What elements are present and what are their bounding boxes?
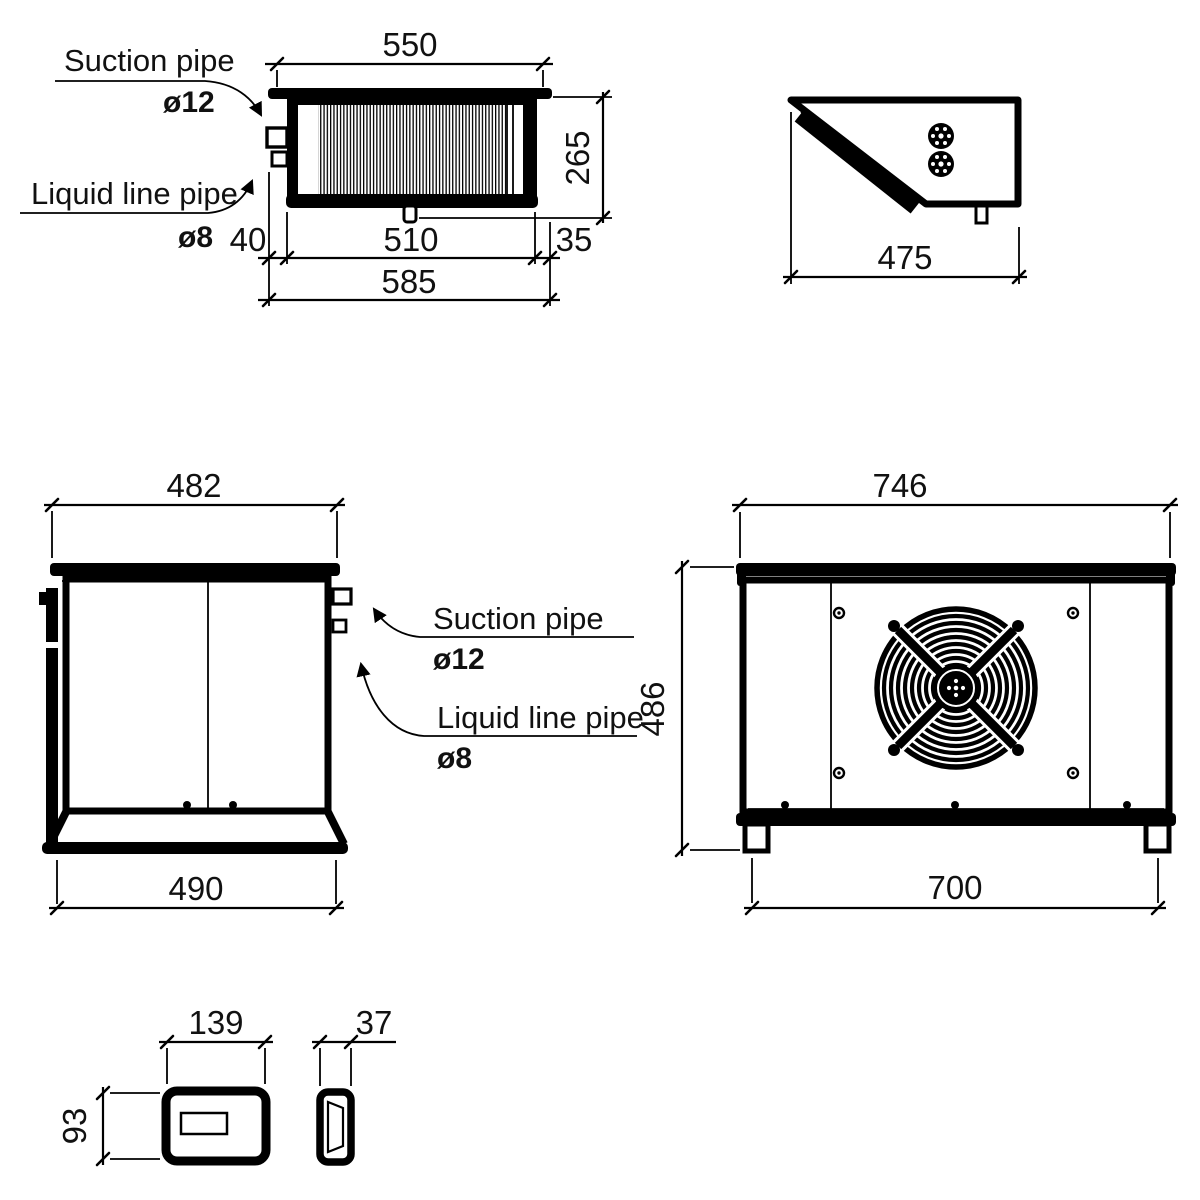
dim-490-label: 490 bbox=[168, 870, 224, 907]
unit-top-view bbox=[783, 100, 1027, 284]
evaporator-top-view bbox=[20, 26, 612, 306]
liquid-dia-label: ø8 bbox=[178, 221, 214, 254]
dim-585-label: 585 bbox=[381, 263, 437, 300]
unit-side-view bbox=[39, 467, 644, 914]
front-bottom-rail bbox=[736, 813, 1176, 826]
liquid-pipe-stub-side bbox=[333, 620, 346, 632]
controller-display bbox=[181, 1113, 227, 1134]
side-body-outline bbox=[66, 579, 328, 811]
liquid-pipe-label: Liquid line pipe bbox=[31, 176, 238, 211]
dim-139 bbox=[159, 1004, 273, 1084]
unit-top-outline bbox=[791, 100, 1018, 204]
suction-pipe-callout-side bbox=[374, 601, 634, 676]
dim-486 bbox=[634, 561, 740, 856]
suction-pipe-stub bbox=[267, 128, 287, 147]
dim-486-label: 486 bbox=[634, 681, 671, 737]
side-back-panel-edge bbox=[39, 588, 58, 844]
dim-700 bbox=[744, 858, 1166, 914]
dim-37-label: 37 bbox=[355, 1004, 393, 1041]
suction-leader-arrow bbox=[55, 81, 261, 115]
dim-746-label: 746 bbox=[872, 467, 928, 504]
suction-pipe-callout bbox=[55, 43, 261, 119]
suction-pipe-label: Suction pipe bbox=[64, 43, 235, 78]
bottom-bracket bbox=[976, 206, 987, 223]
liquid-pipe-callout-side bbox=[361, 664, 644, 775]
liquid-pipe-callout bbox=[20, 176, 252, 254]
suction-pipe-label-side: Suction pipe bbox=[433, 601, 604, 636]
suction-pipe-stub-side bbox=[333, 589, 351, 604]
coil-fins-hatch bbox=[318, 105, 506, 195]
unit-front-view bbox=[634, 467, 1178, 914]
liquid-pipe-stub bbox=[272, 152, 287, 166]
side-base-skirt bbox=[42, 812, 348, 854]
liquid-dia-label-side: ø8 bbox=[437, 742, 473, 775]
dim-482-label: 482 bbox=[166, 467, 222, 504]
dim-265-label: 265 bbox=[559, 130, 596, 186]
side-top-rail bbox=[50, 563, 340, 576]
dim-37 bbox=[312, 1004, 396, 1086]
dim-40-label: 40 bbox=[229, 221, 267, 258]
dim-550-label: 550 bbox=[382, 26, 438, 63]
controller-views bbox=[56, 1004, 396, 1165]
dim-35-label: 35 bbox=[555, 221, 593, 258]
left-foot bbox=[745, 824, 768, 851]
controller-side-outline bbox=[320, 1092, 351, 1162]
dim-139-label: 139 bbox=[188, 1004, 244, 1041]
drain-tab bbox=[404, 206, 416, 222]
right-foot bbox=[1146, 824, 1169, 851]
dim-700-label: 700 bbox=[927, 869, 983, 906]
dim-93-label: 93 bbox=[56, 1107, 93, 1145]
suction-dia-label: ø12 bbox=[163, 86, 215, 119]
dim-482 bbox=[44, 467, 345, 558]
dim-510-label: 510 bbox=[383, 221, 439, 258]
dim-746 bbox=[732, 467, 1178, 558]
dim-93 bbox=[56, 1087, 160, 1165]
front-top-rail bbox=[736, 563, 1176, 576]
liquid-pipe-label-side: Liquid line pipe bbox=[437, 700, 644, 735]
suction-dia-label-side: ø12 bbox=[433, 643, 485, 676]
dim-475-label: 475 bbox=[877, 239, 933, 276]
dim-585 bbox=[258, 263, 560, 306]
dim-550 bbox=[265, 26, 553, 87]
dim-490 bbox=[49, 860, 344, 914]
